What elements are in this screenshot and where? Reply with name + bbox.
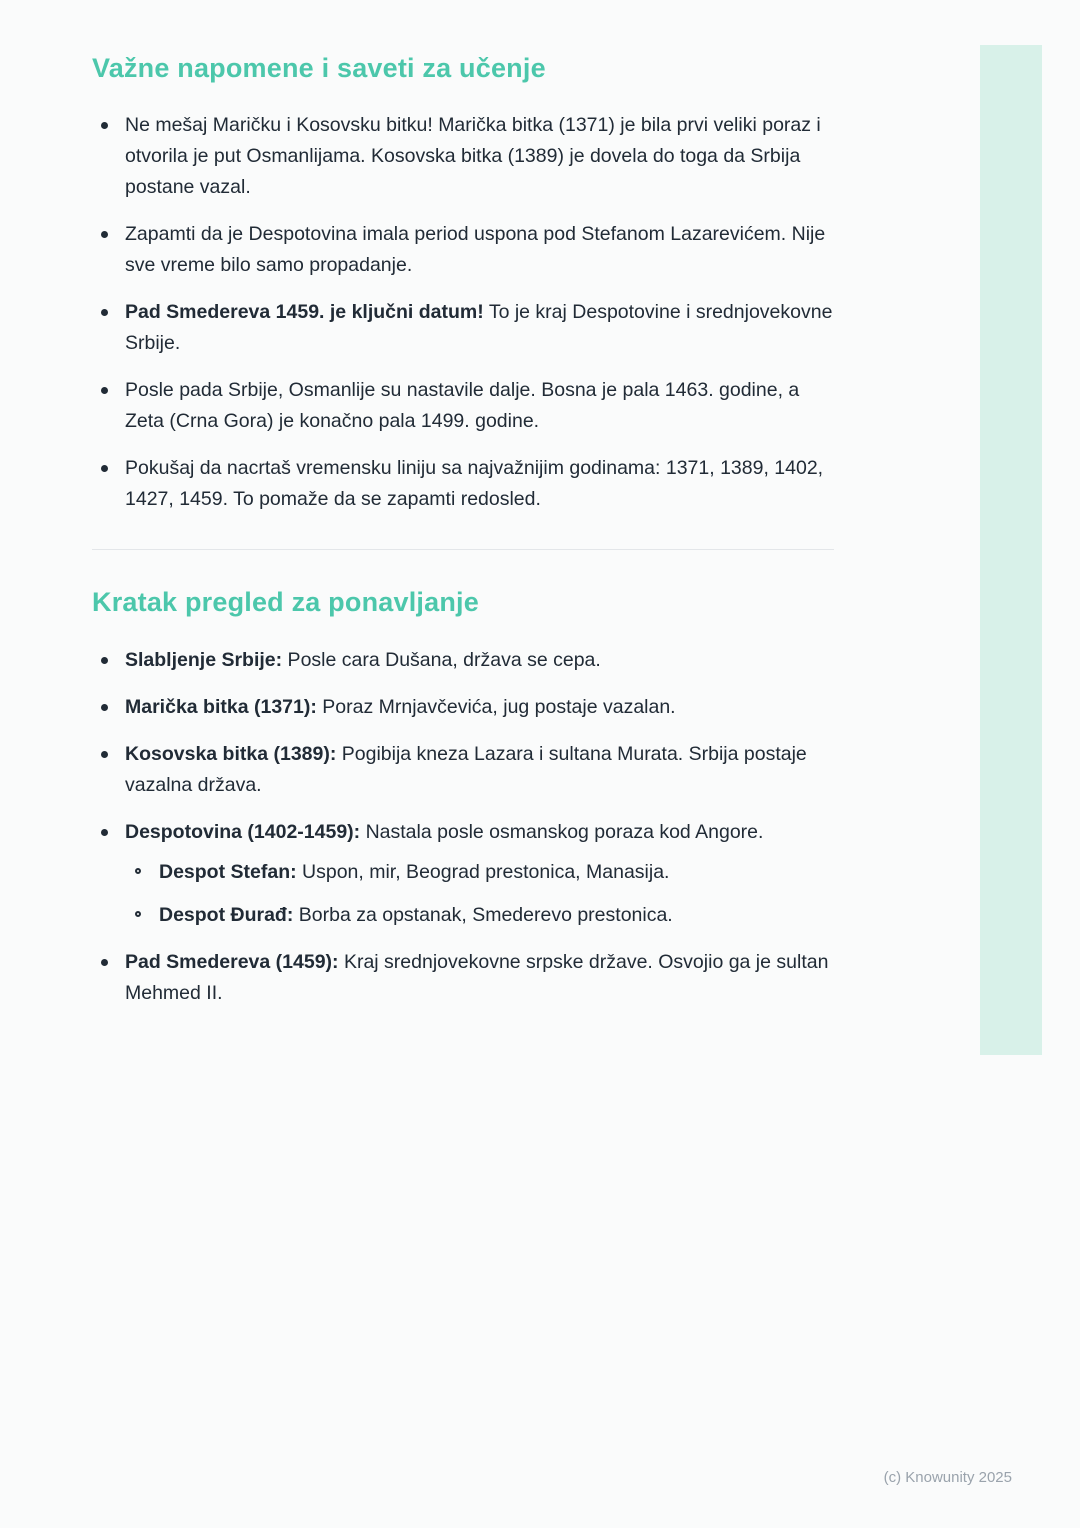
bullet-list <box>92 645 834 1009</box>
list-item-text: Poraz Mrnjavčevića, jug postaje vazalan. <box>316 695 676 718</box>
list-item-bold: Pad Smedereva 1459. je ključni datum! <box>125 301 484 324</box>
list-item-bold: Despotovina (1402-1459): <box>125 820 361 843</box>
decorative-accent-bar <box>980 45 1042 1055</box>
list-item <box>92 947 834 1009</box>
list-item <box>92 219 834 281</box>
list-item-bold: Marička bitka (1371): <box>125 695 317 718</box>
list-item-bold: Pad Smedereva (1459): <box>125 950 339 973</box>
section-divider <box>92 549 834 550</box>
bullet-icon <box>101 387 108 394</box>
list-item-bold: Slabljenje Srbije: <box>125 648 283 671</box>
copyright-text: (c) Knowunity 2025 <box>883 1469 1012 1486</box>
list-item-text: Kraj srednjovekovne srpske države. Osvojio ga je sultan Mehmed II. <box>125 950 829 1004</box>
sub-bullet-icon <box>135 868 141 874</box>
section-title-study-tips: Važne napomene i saveti za učenje <box>92 53 546 83</box>
list-item <box>92 110 834 203</box>
list-item <box>92 297 834 359</box>
list-item-text: Posle cara Dušana, država se cepa. <box>282 648 601 671</box>
bullet-list <box>92 110 834 515</box>
sub-list-item <box>125 900 834 931</box>
list-item-text: Posle pada Srbije, Osmanlije su nastavile dalje. Bosna je pala 1463. godine, a Zeta (Crna Gora) je konačno pala 1499. godine. <box>125 379 800 433</box>
sub-list-item <box>125 857 834 888</box>
list-item-text: Ne mešaj Maričku i Kosovsku bitku! Marička bitka (1371) je bila prvi veliki poraz i otvorila je put Osmanlijama. Kosovska bitka (1389) je dovela do toga da Srbija postane vazal. <box>125 114 821 199</box>
list-item-text: Zapamti da je Despotovina imala period uspona pod Stefanom Lazarevićem. Nije sve vreme bilo samo propadanje. <box>125 223 826 277</box>
section-review <box>92 586 834 1008</box>
sub-bullet-list <box>125 857 834 931</box>
sub-bullet-icon <box>135 911 141 917</box>
bullet-icon <box>101 465 108 472</box>
list-item-bold: Kosovska bitka (1389): <box>125 742 337 765</box>
list-item-bold: Despot Stefan: <box>159 860 297 883</box>
list-item-bold: Despot Đurađ: <box>159 903 294 926</box>
bullet-icon <box>101 829 108 836</box>
bullet-icon <box>101 751 108 758</box>
bullet-icon <box>101 309 108 316</box>
bullet-icon <box>101 657 108 664</box>
bullet-icon <box>101 231 108 238</box>
list-item <box>92 645 834 676</box>
list-item <box>92 375 834 437</box>
list-item <box>92 817 834 931</box>
notes-content <box>92 52 834 1025</box>
list-item-text: Uspon, mir, Beograd prestonica, Manasija. <box>296 860 670 883</box>
list-item-text: To je kraj Despotovine i srednjovekovne Srbije. <box>125 301 833 355</box>
list-item <box>92 739 834 801</box>
bullet-icon <box>101 959 108 966</box>
list-item-text: Borba za opstanak, Smederevo prestonica. <box>293 903 673 926</box>
section-study-tips <box>92 52 834 515</box>
section-title-review: Kratak pregled za ponavljanje <box>92 587 479 618</box>
bullet-icon <box>101 122 108 129</box>
list-item-text: Nastala posle osmanskog poraza kod Angore. <box>360 820 764 843</box>
list-item <box>92 453 834 515</box>
bullet-icon <box>101 704 108 711</box>
list-item-text: Pogibija kneza Lazara i sultana Murata. Srbija postaje vazalna država. <box>125 742 807 796</box>
list-item-text: Pokušaj da nacrtaš vremensku liniju sa najvažnijim godinama: 1371, 1389, 1402, 1427, 1459. To pomaže da se zapamti redosled. <box>125 457 824 511</box>
list-item <box>92 692 834 723</box>
